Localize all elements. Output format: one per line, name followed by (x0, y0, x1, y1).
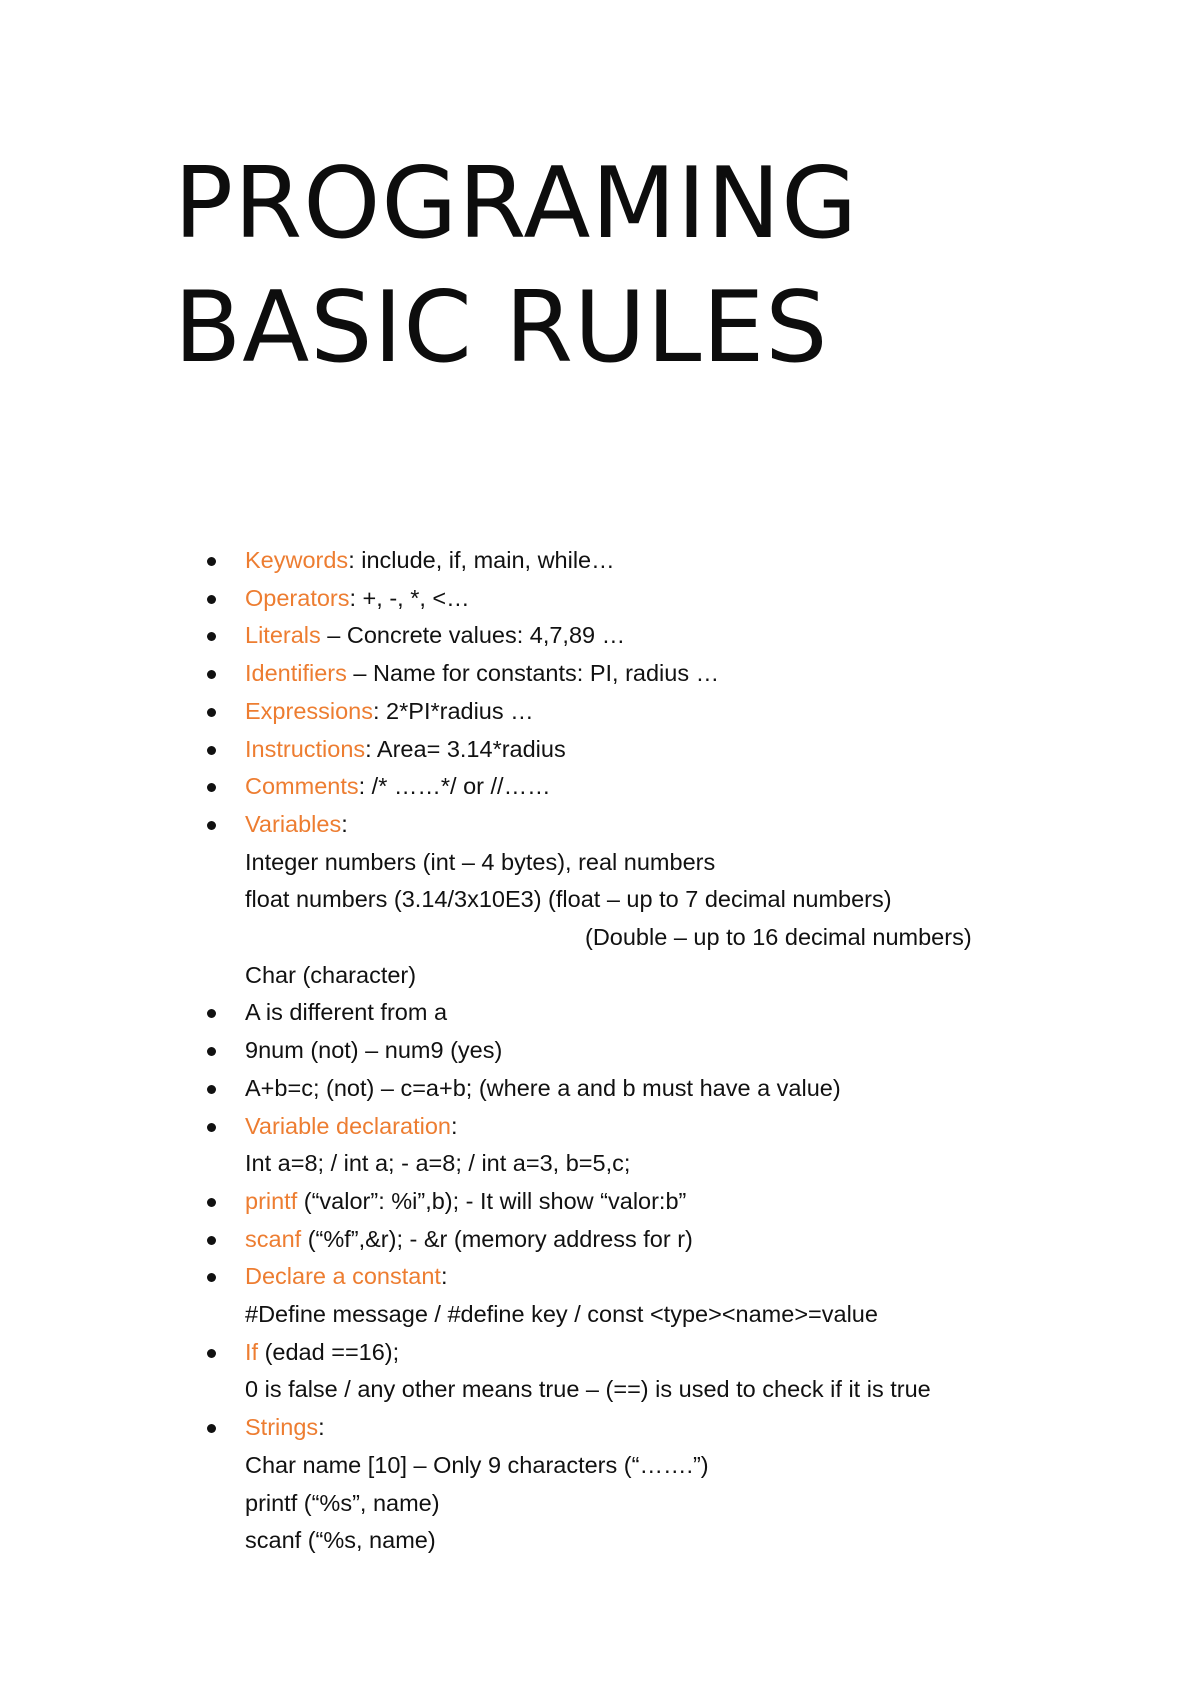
term-label: Instructions (245, 735, 366, 762)
list-item-variables (0, 806, 1200, 995)
bullet-icon (207, 1273, 216, 1282)
term-label: printf (245, 1187, 298, 1214)
bullet-icon (207, 821, 216, 830)
item-text: : /* ……*/ or //…… (358, 773, 551, 800)
list-item-if (0, 1334, 1200, 1409)
term-label: Identifiers (245, 660, 347, 687)
term-label: Variable declaration (245, 1112, 451, 1139)
term-label: Variables (245, 810, 342, 837)
term-label: Keywords (245, 547, 349, 573)
list-item-variable-declaration (0, 1108, 1200, 1183)
bullet-icon (207, 1009, 216, 1018)
term-label: Literals (245, 622, 321, 649)
bullet-icon (207, 1123, 216, 1132)
item-text: – Name for constants: PI, radius … (346, 660, 720, 687)
sub-line: (Double – up to 16 decimal numbers) (585, 924, 972, 951)
list-item-identifiers (0, 655, 1200, 693)
term-label: scanf (245, 1225, 302, 1252)
item-text: (“%f”,&r); - &r (memory address for r) (301, 1225, 693, 1252)
item-text: : 2*PI*radius … (373, 697, 534, 724)
term-label: Declare a constant (245, 1263, 441, 1290)
term-label: Expressions (245, 697, 373, 724)
term-label: If (245, 1338, 259, 1365)
sub-line: Int a=8; / int a; - a=8; / int a=3, b=5,c; (245, 1150, 631, 1177)
page-title (174, 142, 858, 390)
list-item-scanf (0, 1221, 1200, 1259)
sub-line: 0 is false / any other means true – (==) is used to check if it is true (245, 1376, 931, 1403)
item-text: : +, -, *, <… (349, 584, 470, 611)
bullet-icon (207, 1085, 216, 1094)
bullet-icon (207, 1047, 216, 1056)
sub-line: Char name [10] – Only 9 characters (“…….”) (245, 1451, 709, 1478)
item-text: A is different from a (245, 999, 448, 1026)
list-item-case-sensitivity (0, 994, 1200, 1032)
item-text: 9num (not) – num9 (yes) (245, 1037, 503, 1064)
sub-line: #Define message / #define key / const <type><name>=value (245, 1301, 878, 1328)
bullet-icon (207, 595, 216, 604)
bullet-icon (207, 1424, 216, 1433)
item-text: : (450, 1112, 458, 1139)
term-label: Operators (245, 584, 350, 611)
item-text: : (318, 1414, 325, 1441)
term-label: Comments (245, 773, 359, 800)
title-line-1: PROGRAMING (174, 147, 859, 261)
rules-list (0, 542, 1200, 1560)
list-item-instructions (0, 731, 1200, 769)
item-text: : include, if, main, while… (348, 547, 615, 573)
bullet-icon (207, 557, 216, 566)
item-text: A+b=c; (not) – c=a+b; (where a and b must have a value) (245, 1074, 841, 1101)
bullet-icon (207, 670, 216, 679)
list-item-comments (0, 768, 1200, 806)
sub-line: float numbers (3.14/3x10E3) (float – up to 7 decimal numbers) (245, 886, 892, 913)
sub-line: Char (character) (245, 961, 417, 988)
list-item-assignment (0, 1070, 1200, 1108)
list-item-operators (0, 580, 1200, 618)
sub-line: printf (“%s”, name) (245, 1489, 440, 1516)
item-text: (edad ==16); (258, 1338, 400, 1365)
bullet-icon (207, 632, 216, 641)
sub-line: scanf (“%s, name) (245, 1527, 436, 1554)
item-text: : Area= 3.14*radius (365, 735, 566, 762)
bullet-icon (207, 783, 216, 792)
item-text: : (341, 810, 348, 837)
list-item-keywords (0, 542, 1200, 580)
list-item-literals (0, 617, 1200, 655)
bullet-icon (207, 746, 216, 755)
list-item-naming (0, 1032, 1200, 1070)
list-item-strings (0, 1409, 1200, 1560)
bullet-icon (207, 1236, 216, 1245)
item-text: : (440, 1263, 448, 1290)
sub-line: Integer numbers (int – 4 bytes), real numbers (245, 848, 716, 875)
bullet-icon (207, 1349, 216, 1358)
list-item-expressions (0, 693, 1200, 731)
list-item-printf (0, 1183, 1200, 1221)
item-text: – Concrete values: 4,7,89 … (320, 622, 626, 649)
term-label: Strings (245, 1414, 319, 1441)
item-text: (“valor”: %i”,b); - It will show “valor:b” (297, 1187, 687, 1214)
bullet-icon (207, 708, 216, 717)
title-line-2: BASIC RULES (174, 271, 829, 385)
bullet-icon (207, 1198, 216, 1207)
list-item-declare-constant (0, 1258, 1200, 1333)
